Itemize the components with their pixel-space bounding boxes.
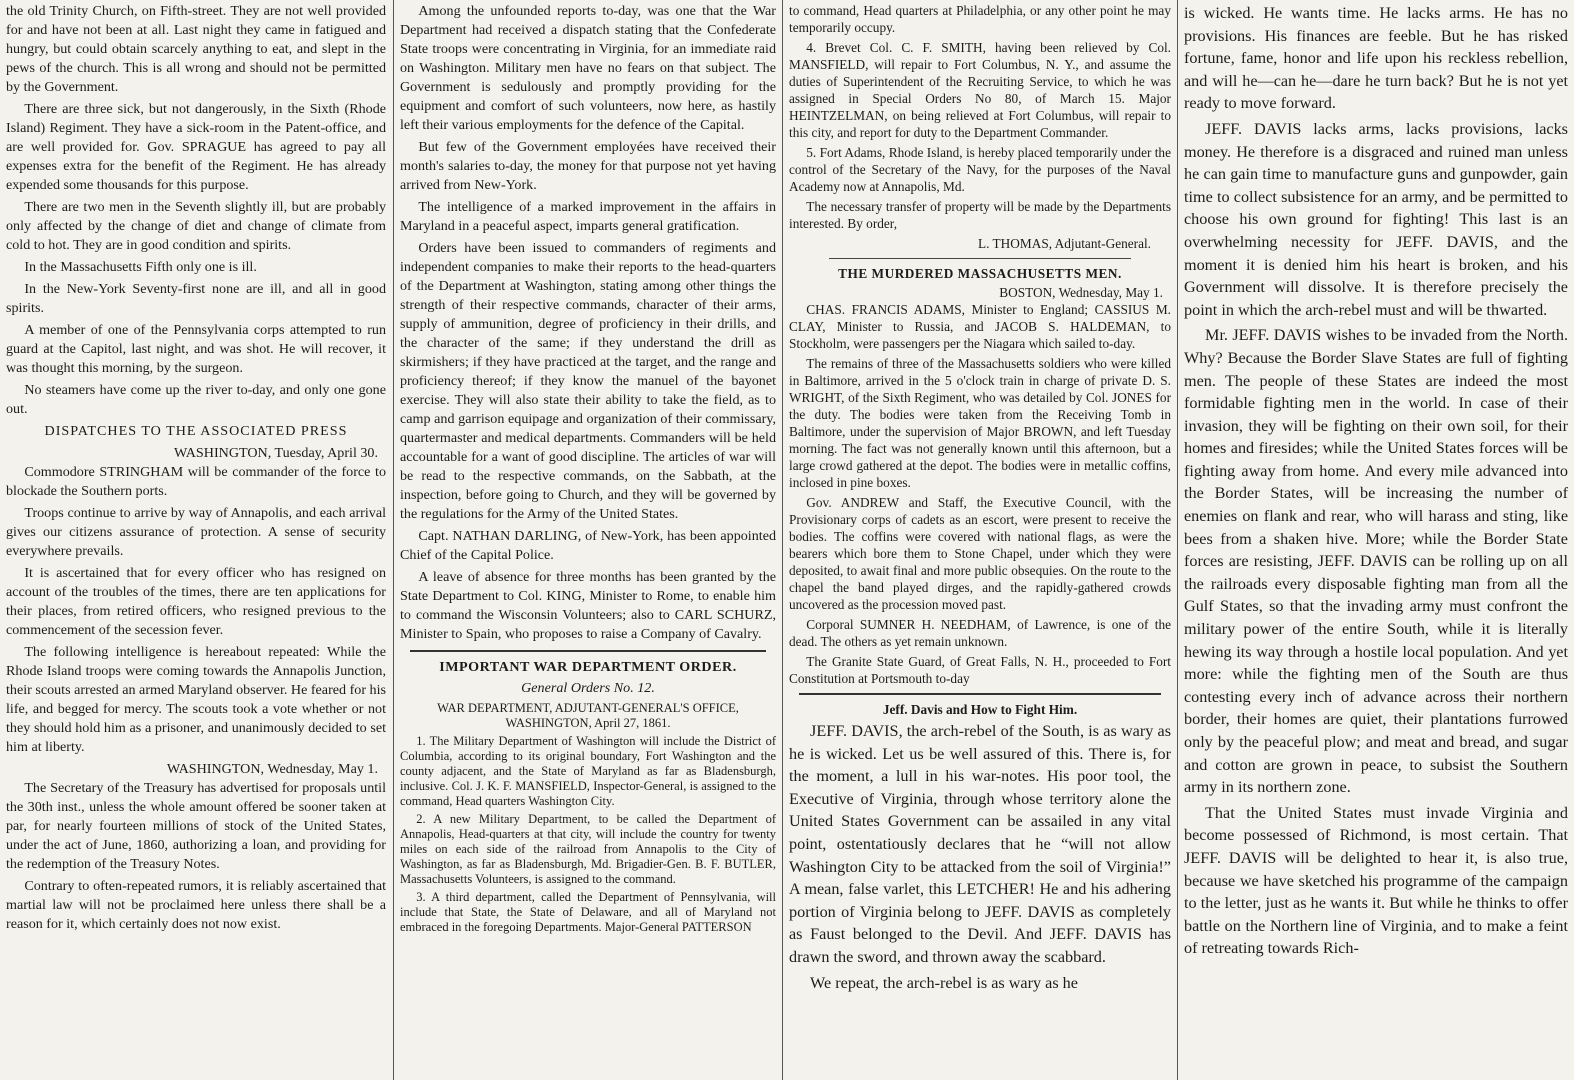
paragraph: Capt. NATHAN DARLING, of New-York, has been appointed Chief of the Capital Police.	[400, 528, 776, 563]
column-2	[394, 0, 782, 1080]
paragraph: We repeat, the arch-rebel is as wary as he	[810, 973, 1078, 992]
paragraph: to command, Head quarters at Philadelphia, or any other point he may temporarily occupy.	[789, 3, 1171, 35]
paragraph: JEFF. DAVIS lacks arms, lacks provisions, lacks money. He therefore is a disgraced and ruined man unless he can gain time to manufacture guns and gunpowder, gain time to collect subsistence for an army, and be permitted to choose his own ground for fighting! This last is an overwhelming necessity for JEFF. DAVIS, and the moment it is denied him his heart is broken, and his Government will dissolve. It is therefore precisely the point in which the arch-rebel must and will be thwarted.	[1184, 119, 1568, 319]
paragraph: Gov. ANDREW and Staff, the Executive Council, with the Provisionary corps of cadets as an escort, were present to receive the bodies. The coffins were covered with national flags, as were the bearers which bore them to Stone Chapel, under which they were deposited, to await final and more public obsequies. On the route to the chapel the band played dirges, and the rapidly-gathered crowds uncovered as the procession moved past.	[789, 495, 1171, 612]
article-subheading: General Orders No. 12.	[521, 680, 655, 696]
section-heading: DISPATCHES TO THE ASSOCIATED PRESS	[44, 423, 348, 439]
column-3	[783, 0, 1177, 1080]
paragraph: Corporal SUMNER H. NEEDHAM, of Lawrence, is one of the dead. The others as yet remain unknown.	[789, 617, 1171, 649]
paragraph: The necessary transfer of property will be made by the Departments interested. By order,	[789, 199, 1171, 231]
signature-line: L. THOMAS, Adjutant-General.	[978, 236, 1151, 251]
order-office: WAR DEPARTMENT, ADJUTANT-GENERAL'S OFFICE, WASHINGTON, April 27, 1861.	[437, 701, 739, 730]
paragraph: It is ascertained that for every officer who has resigned on account of the troubles of the times, there are ten applications for their places, from retired officers, who resigned previous to the commencement of the secession fever.	[6, 565, 386, 638]
paragraph: No steamers have come up the river to-day, and only one gone out.	[6, 382, 386, 417]
paragraph: the old Trinity Church, on Fifth-street. They are not well provided for and have not been at all. Last night they came in fatigued and hungry, but could obtain scarcely anything to eat, and slept in the pews of the church. This is all wrong and should not be permitted by the Government.	[6, 3, 386, 95]
section-divider	[799, 693, 1161, 695]
dateline: WASHINGTON, Wednesday, May 1.	[166, 761, 378, 777]
article-headline: Jeff. Davis and How to Fight Him.	[882, 702, 1078, 717]
paragraph: 2. A new Military Department, to be called the Department of Annapolis, Head-quarters at that city, will include the country for twenty miles on each side of the railroad from Annapolis to the City of Washington, as far as Bladensburgh, Md. Brigadier-Gen. B. F. BUTLER, Massachusetts Volunteers, is assigned to the command.	[400, 812, 776, 886]
column-1	[0, 0, 392, 1080]
paragraph: 3. A third department, called the Department of Pennsylvania, will include that State, the State of Delaware, and all of Maryland not embraced in the foregoing Departments. Major-General PATTERSON	[400, 890, 776, 934]
paragraph: That the United States must invade Virginia and become possessed of Richmond, is most certain. That JEFF. DAVIS will be delighted to hear it, is also true, because we have sketched his programme of the campaign to the letter, just as he wants it. But while he thinks to offer battle on the Northern line of Virginia, and to make a feint of retreating towards Rich-	[1184, 803, 1568, 958]
paragraph: The remains of three of the Massachusetts soldiers who were killed in Baltimore, arrived in the 5 o'clock train in charge of private D. S. WRIGHT, of the Sixth Regiment, who was detailed by Col. JONES for the duty. The bodies were taken from the Receiving Tomb in Baltimore, under the supervision of Major BROWN, and left Tuesday morning. The fact was not generally known until this afternoon, but a large crowd gathered at the depot. The bodies were in metallic coffins, inclosed in pine boxes.	[789, 356, 1171, 490]
paragraph: A leave of absence for three months has been granted by the State Department to Col. KING, Minister to Rome, to enable him to command the Wisconsin Volunteers; also to CARL SCHURZ, Minister to Spain, who proposes to raise a Company of Cavalry.	[400, 569, 776, 642]
paragraph: In the Massachusetts Fifth only one is ill.	[24, 259, 257, 275]
paragraph: is wicked. He wants time. He lacks arms. He has no provisions. His finances are feeble. But he has risked fortune, fame, honor and life upon his reckless rebellion, and will he—can he—dare he turn back? But he is not yet ready to move forward.	[1184, 4, 1568, 113]
paragraph: There are two men in the Seventh slightly ill, but are probably only affected by the change of diet and change of climate from cold to hot. They are in good condition and spirits.	[6, 199, 386, 253]
paragraph: 4. Brevet Col. C. F. SMITH, having been relieved by Col. MANSFIELD, will repair to Fort Columbus, N. Y., and assume the duties of Superintendent of the Recruiting Service, to which he was assigned in Special Orders No 80, of March 15. Major HEINTZELMAN, on being relieved at Fort Columbus, will repair to this city, and report for duty to the Department Commander.	[789, 40, 1171, 140]
column-4	[1178, 0, 1574, 1080]
paragraph: Mr. JEFF. DAVIS wishes to be invaded from the North. Why? Because the Border Slave States are full of fighting men. The people of these States are indeed the most formidable fighting men in the world. In case of their invasion, they will be fighting on their own soil, for their homes and firesides; while the United States forces will be fighting away from home. And every mile advanced into the Border States, will be increasing the number of enemies on flank and rear, who will harass and sting, like bees from a shaken hive. More; while the Border State forces are resisting, JEFF. DAVIS can be rolling up on all the railroads every disposable fighting man from all the Gulf States, so that the invading army must confront the military power of the entire South, while it is literally hewing its way through a hostile local population. And yet more: while the fighting men of the South are thus contesting every inch of advance across their northern border, their homes are quiet, their plantations furrowed only by the peaceful plow; and meat and bread, and sugar and cotton are grown in peace, to subsist the Southern army in its northern zone.	[1184, 326, 1568, 797]
paragraph: Commodore STRINGHAM will be commander of the force to blockade the Southern ports.	[6, 464, 386, 499]
paragraph: The following intelligence is hereabout repeated: While the Rhode Island troops were coming towards the Annapolis Junction, their scouts arrested an armed Maryland observer. He feared for his life, and begged for mercy. The scouts took a vote whether or not they should hold him as a prisoner, and unanimously decided to set him at liberty.	[6, 644, 386, 755]
paragraph: The Secretary of the Treasury has advertised for proposals until the 30th inst., unless the whole amount offered be sooner taken at par, for nearly fourteen millions of stock of the United States, under the act of June, 1860, authorizing a loan, and providing for the redemption of the Treasury Notes.	[6, 780, 386, 872]
paragraph: Contrary to often-repeated rumors, it is reliably ascertained that martial law will not be proclaimed here unless there shall be a reason for it, which certainly does not now exist.	[6, 878, 386, 932]
dateline: WASHINGTON, Tuesday, April 30.	[174, 445, 378, 461]
section-divider	[410, 650, 766, 652]
paragraph: JEFF. DAVIS, the arch-rebel of the South, is as wary as he is wicked. Let us be well assured of this. There is, for the moment, a lull in his war-notes. His poor tool, the Executive of Virginia, through whose territory alone the United States Government can be assailed in any vital point, ostentatiously declares that he “will not allow Washington City to be attacked from the soil of Virginia!” A mean, false varlet, this LETCHER! He and his adhering portion of Virginia belong to JEFF. DAVIS as completely as Faust belonged to the Devil. And JEFF. DAVIS has drawn the sword, and thrown away the scabbard.	[789, 722, 1171, 966]
article-headline: THE MURDERED MASSACHUSETTS MEN.	[838, 266, 1122, 281]
paragraph: But few of the Government employées have received their month's salaries to-day, the money for that purpose not yet having arrived from New-York.	[400, 139, 776, 193]
paragraph: Orders have been issued to commanders of regiments and independent companies to make their reports to the head-quarters of the Department at Washington, stating among other things the strength of their respective commands, character of their arms, supply of ammunition, degree of proficiency in their drills, and the character of the same; if they understand the drill as skirmishers; if they have practiced at the target, and the range and proficiency thereof; if they know the manuel of the bayonet exercise. They will also state their ability to take the field, as to camp and garrison equipage and organization of their commissary, quartermaster and medical departments. Commanders will be held accountable for a want of good discipline. The articles of war will be read to the respective commands, on the Sabbath, at the inspection, before going to Church, and they will be governed by the regulations for the Army of the United States.	[400, 240, 776, 522]
paragraph: There are three sick, but not dangerously, in the Sixth (Rhode Island) Regiment. They have a sick-room in the Patent-office, and are well provided for. Gov. SPRAGUE has agreed to pay all expenses extra for the benefit of the Regiment. He has already expended some thousands for this purpose.	[6, 101, 386, 193]
paragraph: The intelligence of a marked improvement in the affairs in Maryland in a peaceful aspect, imparts general gratification.	[400, 199, 776, 234]
paragraph: Among the unfounded reports to-day, was one that the War Department had received a dispatch stating that the Confederate State troops were concentrating in Virginia, for an immediate raid on Washington. Military men have no fears on that subject. The Government is sedulously and promptly providing for the equipment and comfort of such volunteers, now here, as hastily left their various employments for the defence of the Capital.	[400, 3, 776, 133]
paragraph: 5. Fort Adams, Rhode Island, is hereby placed temporarily under the control of the Secretary of the Navy, for the purposes of the Naval Academy now at Annapolis, Md.	[789, 145, 1171, 194]
paragraph: A member of one of the Pennsylvania corps attempted to run guard at the Capitol, last night, and was shot. He will recover, it was thought this morning, by the surgeon.	[6, 322, 386, 376]
section-divider	[829, 258, 1131, 259]
paragraph: CHAS. FRANCIS ADAMS, Minister to England; CASSIUS M. CLAY, Minister to Russia, and JACOB S. HALDEMAN, to Stockholm, were passengers per the Niagara which sailed to-day.	[789, 302, 1171, 351]
paragraph: Troops continue to arrive by way of Annapolis, and each arrival gives our citizens assurance of protection. A sense of security everywhere prevails.	[6, 505, 386, 559]
paragraph: The Granite State Guard, of Great Falls, N. H., proceeded to Fort Constitution at Portsmouth to-day	[789, 654, 1171, 686]
dateline: BOSTON, Wednesday, May 1.	[999, 285, 1163, 300]
paragraph: In the New-York Seventy-first none are ill, and all in good spirits.	[6, 281, 386, 316]
article-headline: IMPORTANT WAR DEPARTMENT ORDER.	[439, 659, 737, 675]
paragraph: 1. The Military Department of Washington will include the District of Columbia, according to its original boundary, Fort Washington and the county adjacent, and the State of Maryland as far as Bladensburgh, inclusive. Col. J. K. F. MANSFIELD, Inspector-General, is assigned to the command, Head quarters Washington City.	[400, 734, 776, 808]
